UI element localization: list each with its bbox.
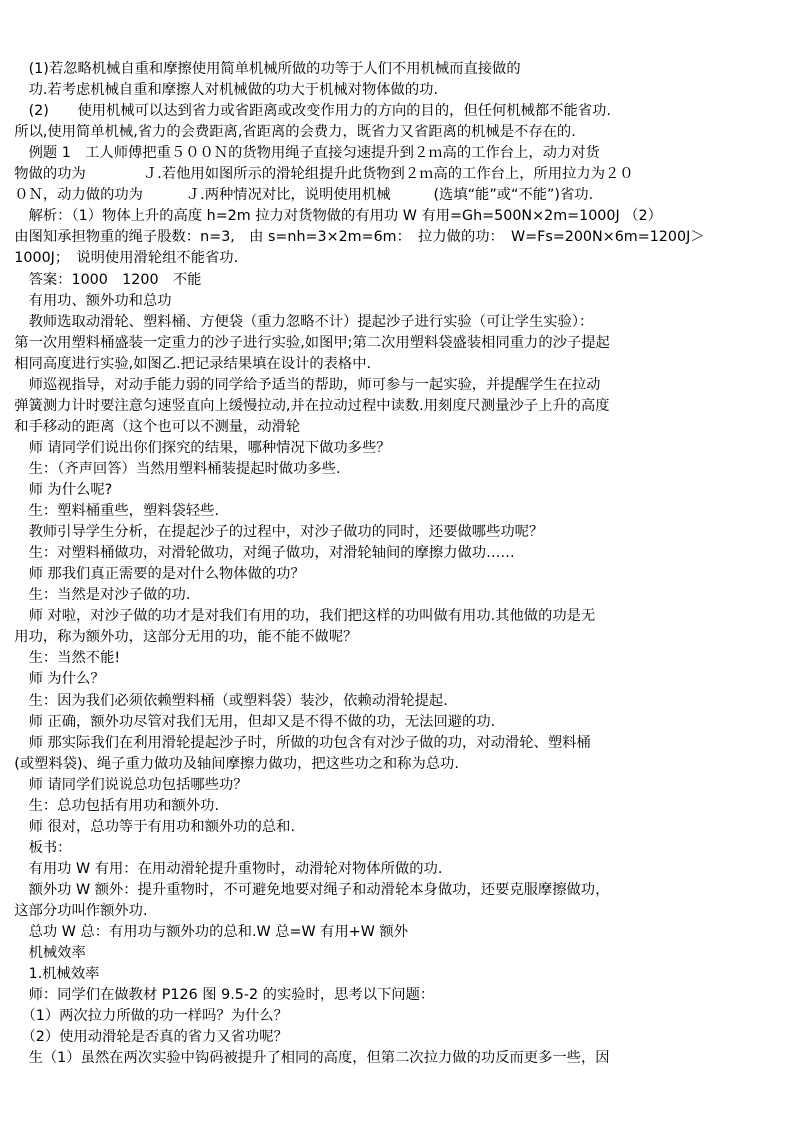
- text-line: 功.若考虑机械自重和摩擦人对机械做的功大于机械对物体做的功.: [0, 82, 438, 99]
- text-line: 物做的功为 Ｊ.若他用如图所示的滑轮组提升此货物到２ｍ高的工作台上，所用拉力为２０: [0, 166, 634, 183]
- text-line: 第一次用塑料桶盛装一定重力的沙子进行实验,如图甲;第二次用塑料袋盛装相同重力的沙子提起: [0, 334, 610, 351]
- text-line: 师 正确，额外功尽管对我们无用，但却又是不得不做的功，无法回避的功.: [0, 713, 496, 730]
- text-line: 答案：1000 1200 不能: [0, 271, 202, 288]
- text-line: 有用功 W 有用：在用动滑轮提升重物时，动滑轮对物体所做的功.: [0, 860, 443, 877]
- text-line: 和手移动的距离（这个也可以不测量，动滑轮: [0, 418, 301, 435]
- text-line: 师 为什么？: [0, 671, 105, 688]
- text-line: (或塑料袋)、绳子重力做功及轴间摩擦力做功，把这些功之和称为总功.: [0, 755, 459, 772]
- text-line: 生：（齐声回答）当然用塑料桶装提起时做功多些.: [0, 460, 341, 477]
- text-line: 教师引导学生分析，在提起沙子的过程中，对沙子做功的同时，还要做哪些功呢？: [0, 524, 544, 541]
- text-line: ０Ｎ，动力做的功为 Ｊ.两种情况对比，说明使用机械 (选填“能”或“不能”)省功.: [0, 187, 594, 204]
- text-line: 师：同学们在做教材 P126 图 9.5-2 的实验时，思考以下问题：: [0, 987, 435, 1004]
- text-line: 师 很对，总功等于有用功和额外功的总和.: [0, 818, 296, 835]
- text-line: 额外功 W 额外：提升重物时，不可避免地要对绳子和动滑轮本身做功，还要克服摩擦做功，: [0, 881, 610, 898]
- text-line: 师 那我们真正需要的是对什么物体做的功？: [0, 566, 305, 583]
- text-line: 师巡视指导，对动手能力弱的同学给予适当的帮助，师可参与一起实验，并提醒学生在拉动: [0, 376, 601, 393]
- text-line: 解析：（1）物体上升的高度 h=2m 拉力对货物做的有用功 W 有用=Gh=500N×2m=1000J （2）: [0, 208, 662, 225]
- text-line: 生（1）虽然在两次实验中钩码被提升了相同的高度，但第二次拉力做的功反而更多一些，因: [0, 1050, 610, 1067]
- text-line: 生：总功包括有用功和额外功.: [0, 797, 219, 814]
- text-line: 生：因为我们必须依赖塑料桶（或塑料袋）装沙，依赖动滑轮提起.: [0, 692, 448, 709]
- text-line: 生：塑料桶重些，塑料袋轻些.: [0, 503, 219, 520]
- text-line: 弹簧测力计时要注意匀速竖直向上缓慢拉动,并在拉动过程中读数.用刻度尺测量沙子上升的高度: [0, 397, 610, 414]
- text-line: 所以,使用简单机械,省力的会费距离,省距离的会费力，既省力又省距离的机械是不存在的.: [0, 124, 576, 141]
- text-line: 生：当然是对沙子做的功.: [0, 587, 191, 604]
- text-line: 师 那实际我们在利用滑轮提起沙子时，所做的功包含有对沙子做的功，对动滑轮、塑料桶: [0, 734, 591, 751]
- text-line: （1）两次拉力所做的功一样吗？为什么？: [0, 1008, 288, 1025]
- text-line: 师 为什么呢?: [0, 482, 113, 498]
- text-line: 1.机械效率: [0, 966, 100, 983]
- text-line: 板书：: [0, 839, 72, 856]
- text-line: 这部分功叫作额外功.: [0, 903, 148, 919]
- text-line: 生：当然不能!: [0, 650, 121, 667]
- text-line: 生：对塑料桶做功，对滑轮做功，对绳子做功，对滑轮轴间的摩擦力做功……: [0, 545, 515, 562]
- text-line: (2) 使用机械可以达到省力或省距离或改变作用力的方向的目的，但任何机械都不能省功.: [0, 103, 611, 120]
- text-line: 1000J； 说明使用滑轮组不能省功.: [0, 250, 239, 267]
- text-line: 例题 1 工人师傅把重５００Ｎ的货物用绳子直接匀速提升到２ｍ高的工作台上，动力对货: [0, 145, 600, 162]
- text-line: 用功，称为额外功，这部分无用的功，能不能不做呢？: [0, 629, 358, 646]
- text-line: 有用功、额外功和总功: [0, 292, 172, 309]
- text-line: 机械效率: [0, 945, 86, 962]
- text-line: 师 请同学们说出你们探究的结果，哪种情况下做功多些？: [0, 439, 391, 456]
- text-line: 师 对啦，对沙子做的功才是对我们有用的功，我们把这样的功叫做有用功.其他做的功是无: [0, 608, 596, 625]
- text-line: 师 请同学们说说总功包括哪些功？: [0, 776, 248, 793]
- text-line: (1)若忽略机械自重和摩擦使用简单机械所做的功等于人们不用机械而直接做的: [0, 61, 521, 77]
- text-line: （2）使用动滑轮是否真的省力又省功呢？: [0, 1029, 288, 1046]
- text-line: 由图知承担物重的绳子股数：n=3, 由 s=nh=3×2m=6m： 拉力做的功： W=Fs=200N×6m=1200J＞: [0, 229, 705, 246]
- text-line: 相同高度进行实验,如图乙.把记录结果填在设计的表格中.: [0, 355, 372, 372]
- text-line: 教师选取动滑轮、塑料桶、方便袋（重力忽略不计）提起沙子进行实验（可让学生实验）：: [0, 313, 594, 330]
- text-line: 总功 W 总：有用功与额外功的总和.W 总=W 有用+W 额外: [0, 924, 409, 941]
